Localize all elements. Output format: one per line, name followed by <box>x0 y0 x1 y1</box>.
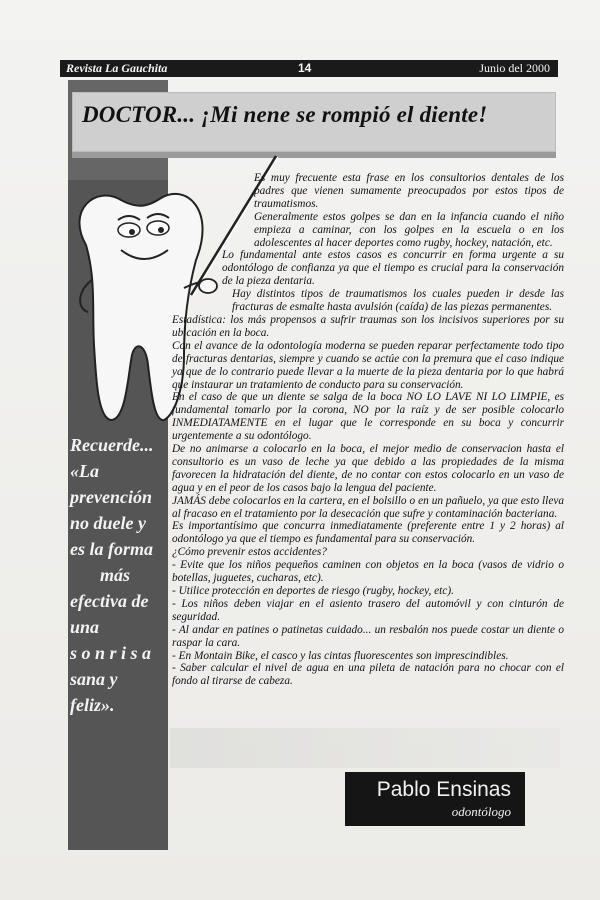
page-number: 14 <box>298 61 312 75</box>
paragraph: Generalmente estos golpes se dan en la infancia cuando el niño empieza a caminar, con los golpes en la escuela o en los adolescentes al hacer deportes como rugby, hockey, natación, etc. <box>254 210 564 249</box>
paragraph: Lo fundamental ante estos casos es concurrir en forma urgente a su odontólogo de confianza ya que el tiempo es crucial para la conservación de la pieza dentaria. <box>222 249 564 288</box>
quote-line: no duele y <box>70 513 146 533</box>
paragraph: - Los niños deben viajar en el asiento trasero del automóvil y con cinturón de seguridad. <box>172 597 564 623</box>
magazine-name: Revista La Gauchita <box>66 61 168 75</box>
quote-line: más <box>100 565 131 585</box>
paragraph: - En Montain Bike, el casco y las cintas fluorescentes son imprescindibles. <box>172 649 509 662</box>
paragraph: - Evite que los niños pequeños caminen con objetos en la boca (vasos de vidrio o botellas, juguetes, cucharas, etc). <box>172 559 564 585</box>
quote-line: feliz». <box>70 695 115 715</box>
page-header <box>60 60 558 77</box>
quote-line: sana y <box>70 669 118 689</box>
paragraph: JAMÁS debe colocarlos en la cartera, en el bolsillo o en un pañuelo, ya que esto lleva al fracaso en el tratamiento por la desecación que sufre y contaminación bacteriana. <box>172 494 564 520</box>
quote-line: efectiva de <box>70 591 149 611</box>
prevention-quote <box>70 432 170 718</box>
paragraph: En el caso de que un diente se salga de la boca NO LO LAVE NI LO LIMPIE, es fundamental tomarlo por la corona, NO por la raíz y de ser posible colocarlo INMEDIATAMENTE en el lugar que le corresponde en su boca y concurrir urgentemente a su odontólogo. <box>172 391 564 443</box>
quote-line: una <box>70 617 100 637</box>
paragraph: Es importantísimo que concurra inmediatamente (preferente entre 1 y 2 horas) al odontólogo ya que el tiempo es fundamental para su conservación. <box>172 520 564 546</box>
paragraph: Es muy frecuente esta frase en los consultorios dentales de los padres que vienen sumamente preocupados por estos tipos de traumatismos. <box>254 172 564 210</box>
quote-line: Recuerde... <box>70 435 154 455</box>
paragraph: ¿Cómo prevenir estos accidentes? <box>172 546 327 559</box>
paragraph: De no animarse a colocarlo en la boca, el mejor medio de conservacion hasta el consultorio es un vaso de leche ya que debido a las propiedades de la misma favorecen la hidratación del diente, de no contar con estos colocarlo en un vaso de agua y en el peor de los casos bajo la lengua del paciente. <box>172 443 564 494</box>
quote-line: prevención <box>70 487 152 507</box>
paragraph: Estadística: los más propensos a sufrir traumas son los incisivos superiores por su ubicación en la boca. <box>172 313 564 339</box>
quote-line: s o n r i s a <box>70 643 152 663</box>
quote-line: «La <box>70 461 99 481</box>
quote-line: es la forma <box>70 539 153 559</box>
paragraph: - Al andar en patines o patinetas cuidado... un resbalón nos puede costar un diente o raspar la cara. <box>172 623 564 649</box>
article-title: DOCTOR... ¡Mi nene se rompió el diente! <box>82 102 488 127</box>
issue-date: Junio del 2000 <box>479 61 550 75</box>
paragraph: - Saber calcular el nivel de agua en una pileta de natación para no chocar con el fondo al tirarse de cabeza. <box>172 662 564 688</box>
article-body <box>172 172 564 688</box>
author-role: odontólogo <box>451 804 511 819</box>
faint-background-print <box>170 728 560 768</box>
author-name: Pablo Ensinas <box>376 778 511 801</box>
paragraph: Con el avance de la odontología moderna se pueden reparar perfectamente todo tipo de fracturas dentarias, siempre y cuando se actúe con la premura que el caso indique ya que de lo contrario puede llevar a la muerte de la pieza dentaria por lo que habrá que instaurar un tratamiento de conducto para su conservación. <box>172 339 564 391</box>
paragraph: Hay distintos tipos de traumatismos los cuales pueden ir desde las fracturas de esmalte hasta avulsión (caída) de las piezas permanentes. <box>232 288 564 314</box>
author-signature <box>345 772 525 826</box>
paragraph: - Utilice protección en deportes de riesgo (rugby, hockey, etc). <box>172 585 454 597</box>
